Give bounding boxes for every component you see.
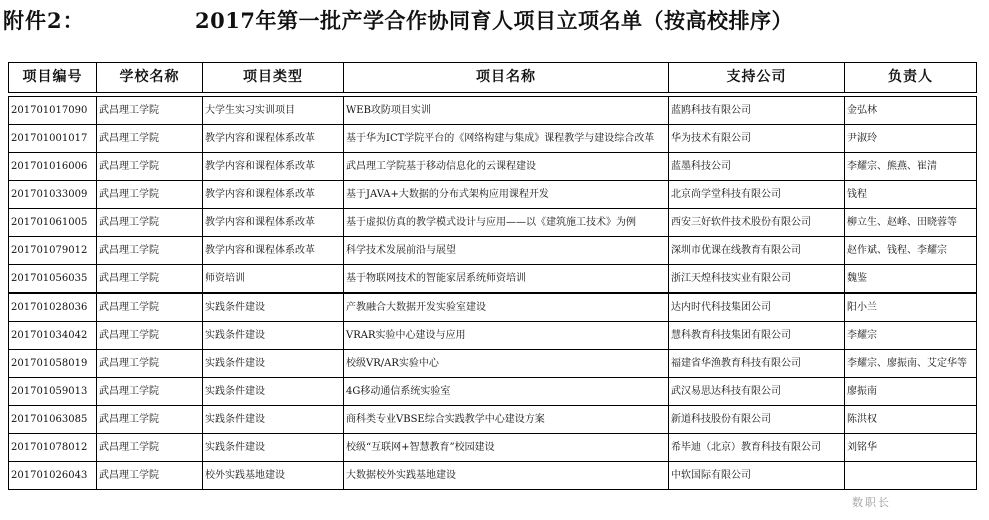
cell-school-name: 武昌理工学院 [97,293,203,322]
cell-sponsor-company: 达内时代科技集团公司 [669,293,845,322]
document-title: 2017年第一批产学合作协同育人项目立项名单（按高校排序） [195,8,793,33]
header-person-in-charge: 负责人 [845,63,977,93]
cell-person-in-charge: 阳小兰 [845,293,977,322]
cell-project-name: 大数据校外实践基地建设 [344,462,669,490]
cell-project-type: 教学内容和课程体系改革 [203,153,344,181]
table-row [9,237,977,265]
cell-person-in-charge: 刘铭华 [845,434,977,462]
cell-school-name: 武昌理工学院 [97,97,203,125]
header-project-id: 项目编号 [9,63,97,93]
cell-project-id: 201701056035 [9,265,97,294]
table-row [9,462,977,490]
header-project-name: 项目名称 [344,63,669,93]
project-table [8,62,977,490]
cell-person-in-charge: 尹淑玲 [845,125,977,153]
cell-sponsor-company: 深圳市优课在线教育有限公司 [669,237,845,265]
cell-sponsor-company: 新道科技股份有限公司 [669,406,845,434]
cell-project-type: 教学内容和课程体系改革 [203,125,344,153]
cell-person-in-charge: 陈洪权 [845,406,977,434]
cell-school-name: 武昌理工学院 [97,181,203,209]
cell-project-name: VRAR实验中心建设与应用 [344,322,669,350]
table-row [9,434,977,462]
cell-sponsor-company: 浙江天煌科技实业有限公司 [669,265,845,294]
cell-project-name: 校级“互联网+智慧教育”校园建设 [344,434,669,462]
cell-person-in-charge: 李耀宗、熊燕、崔清 [845,153,977,181]
cell-project-name: 基于华为ICT学院平台的《网络构建与集成》课程教学与建设综合改革 [344,125,669,153]
cell-sponsor-company: 蓝墨科技公司 [669,153,845,181]
cell-sponsor-company: 中软国际有限公司 [669,462,845,490]
header-project-type: 项目类型 [203,63,344,93]
cell-person-in-charge: 柳立生、赵峰、田晓蓉等 [845,209,977,237]
cell-sponsor-company: 希毕迪（北京）教育科技有限公司 [669,434,845,462]
cell-project-name: 基于物联网技术的智能家居系统师资培训 [344,265,669,294]
table-row [9,378,977,406]
cell-school-name: 武昌理工学院 [97,378,203,406]
table-row [9,181,977,209]
table-row [9,293,977,322]
cell-project-name: WEB攻防项目实训 [344,97,669,125]
cell-project-id: 201701033009 [9,181,97,209]
table-row [9,125,977,153]
table-row [9,406,977,434]
cell-project-name: 基于JAVA+大数据的分布式架构应用课程开发 [344,181,669,209]
cell-project-id: 201701026043 [9,462,97,490]
cell-project-id: 201701028036 [9,293,97,322]
table-row [9,153,977,181]
cell-project-type: 实践条件建设 [203,406,344,434]
table-row [9,209,977,237]
cell-project-name: 科学技术发展前沿与展望 [344,237,669,265]
cell-project-type: 师资培训 [203,265,344,294]
cell-sponsor-company: 慧科教育科技集团有限公司 [669,322,845,350]
table-row [9,350,977,378]
cell-school-name: 武昌理工学院 [97,209,203,237]
cell-person-in-charge: 金弘林 [845,97,977,125]
cell-sponsor-company: 武汉易思达科技有限公司 [669,378,845,406]
cell-school-name: 武昌理工学院 [97,237,203,265]
cell-person-in-charge: 赵作斌、钱程、李耀宗 [845,237,977,265]
cell-project-id: 201701001017 [9,125,97,153]
cell-school-name: 武昌理工学院 [97,406,203,434]
cell-sponsor-company: 西安三好软件技术股份有限公司 [669,209,845,237]
cell-person-in-charge: 李耀宗 [845,322,977,350]
cell-sponsor-company: 蓝鸥科技有限公司 [669,97,845,125]
cell-person-in-charge: 廖振南 [845,378,977,406]
cell-project-type: 实践条件建设 [203,350,344,378]
cell-project-type: 实践条件建设 [203,322,344,350]
cell-project-name: 商科类专业VBSE综合实践教学中心建设方案 [344,406,669,434]
cell-project-type: 实践条件建设 [203,293,344,322]
cell-project-name: 4G移动通信系统实验室 [344,378,669,406]
cell-project-id: 201701059013 [9,378,97,406]
cell-project-id: 201701016006 [9,153,97,181]
cell-project-name: 校级VR/AR实验中心 [344,350,669,378]
cell-project-id: 201701063085 [9,406,97,434]
cell-school-name: 武昌理工学院 [97,153,203,181]
cell-project-id: 201701058019 [9,350,97,378]
cell-project-id: 201701061005 [9,209,97,237]
cell-project-name: 基于虚拟仿真的教学模式设计与应用——以《建筑施工技术》为例 [344,209,669,237]
cell-project-id: 201701079012 [9,237,97,265]
cell-school-name: 武昌理工学院 [97,322,203,350]
table-row [9,265,977,294]
cell-school-name: 武昌理工学院 [97,350,203,378]
cell-project-type: 教学内容和课程体系改革 [203,209,344,237]
cell-project-type: 教学内容和课程体系改革 [203,237,344,265]
cell-person-in-charge: 魏鉴 [845,265,977,294]
cell-sponsor-company: 华为技术有限公司 [669,125,845,153]
header-school-name: 学校名称 [97,63,203,93]
cell-project-name: 武昌理工学院基于移动信息化的云课程建设 [344,153,669,181]
cell-sponsor-company: 福建省华渔教育科技有限公司 [669,350,845,378]
table-header-row [9,63,977,93]
cell-person-in-charge: 李耀宗、廖振南、艾定华等 [845,350,977,378]
attachment-label: 附件2： [3,8,85,33]
cell-project-type: 实践条件建设 [203,434,344,462]
watermark-text: 数职长 [852,496,891,509]
header-sponsor-company: 支持公司 [669,63,845,93]
table-body [9,93,977,490]
table-row [9,322,977,350]
cell-project-type: 教学内容和课程体系改革 [203,181,344,209]
table-row [9,97,977,125]
cell-school-name: 武昌理工学院 [97,462,203,490]
cell-project-type: 校外实践基地建设 [203,462,344,490]
cell-person-in-charge: 钱程 [845,181,977,209]
cell-project-id: 201701034042 [9,322,97,350]
cell-school-name: 武昌理工学院 [97,125,203,153]
cell-school-name: 武昌理工学院 [97,434,203,462]
cell-project-type: 大学生实习实训项目 [203,97,344,125]
cell-project-type: 实践条件建设 [203,378,344,406]
cell-school-name: 武昌理工学院 [97,265,203,294]
cell-project-id: 201701017090 [9,97,97,125]
cell-project-id: 201701078012 [9,434,97,462]
cell-sponsor-company: 北京尚学堂科技有限公司 [669,181,845,209]
cell-project-name: 产教融合大数据开发实验室建设 [344,293,669,322]
cell-person-in-charge [845,462,977,490]
